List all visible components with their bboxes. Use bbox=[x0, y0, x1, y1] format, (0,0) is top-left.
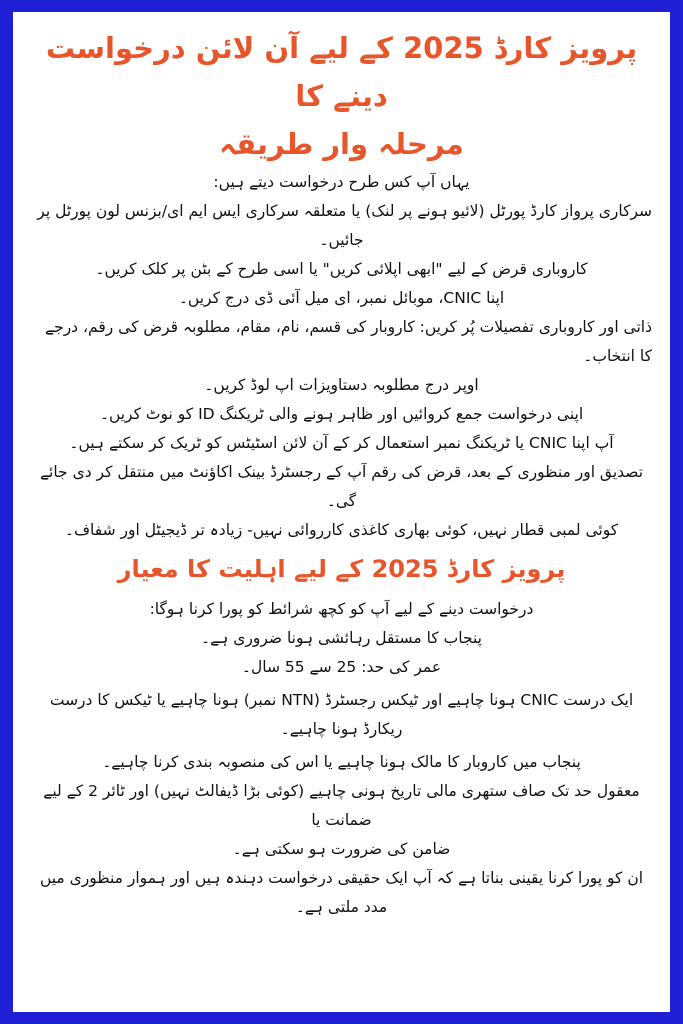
criterion-line: عمر کی حد: 25 سے 55 سال۔ bbox=[241, 658, 442, 676]
step-line: ذاتی اور کاروباری تفصیلات پُر کریں: کاروبار کی قسم، نام، مقام، مطلوبہ قرض کی رقم، درجے کا انتخاب۔ bbox=[45, 318, 652, 365]
step-line: کاروباری قرض کے لیے "ابھی اپلائی کریں" یا اسی طرح کے بٹن پر کلک کریں۔ bbox=[95, 260, 588, 278]
step-line: سرکاری پرواز کارڈ پورٹل (لائیو ہونے پر لنک) یا متعلقہ سرکاری ایس ایم ای/بزنس لون پورٹل پر bbox=[37, 202, 652, 220]
criterion-line: ان کو پورا کرنا یقینی بناتا ہے کہ آپ ایک حقیقی درخواست دہندہ ہیں اور ہموار منظوری میں مدد ملتی ہے۔ bbox=[39, 869, 644, 916]
page-title-line-2: مرحلہ وار طریقہ bbox=[219, 127, 464, 161]
step-line: تصدیق اور منظوری کے بعد، قرض کی رقم آپ کے رجسٹرڈ بینک اکاؤنٹ میں منتقل کر دی جائے گی۔ bbox=[39, 463, 644, 510]
criterion-line: ایک درست CNIC ہونا چاہیے اور ٹیکس رجسٹرڈ (NTN نمبر) ہونا چاہیے یا ٹیکس کا درست bbox=[49, 691, 634, 709]
step-line: اپنی درخواست جمع کروائیں اور ظاہر ہونے والی ٹریکنگ ID کو نوٹ کریں۔ bbox=[99, 405, 584, 423]
step-line: کوئی لمبی قطار نہیں، کوئی بھاری کاغذی کارروائی نہیں- زیادہ تر ڈیجیٹل اور شفاف۔ bbox=[64, 521, 619, 539]
criterion-line: ریکارڈ ہونا چاہیے۔ bbox=[280, 720, 403, 738]
page-title-line-1: پرویز کارڈ 2025 کے لیے آن لائن درخواست دینے کا bbox=[45, 31, 638, 113]
criterion-line: ضامن کی ضرورت ہو سکتی ہے۔ bbox=[232, 840, 451, 858]
criterion-line: پنجاب کا مستقل رہائشی ہونا ضروری ہے۔ bbox=[201, 629, 482, 647]
criterion-line: معقول حد تک صاف ستھری مالی تاریخ ہونی چاہیے (کوئی بڑا ڈیفالٹ نہیں) اور ٹائر 2 کے لیے ضمانت یا bbox=[43, 782, 640, 829]
step-line: اوپر درج مطلوبہ دستاویزات اپ لوڈ کریں۔ bbox=[204, 376, 479, 394]
step-line: اپنا CNIC، موبائل نمبر، ای میل آئی ڈی درج کریں۔ bbox=[178, 289, 505, 307]
criterion-line: پنجاب میں کاروبار کا مالک ہونا چاہیے یا اس کی منصوبہ بندی کرنا چاہیے۔ bbox=[102, 753, 581, 771]
steps-intro: یہاں آپ کس طرح درخواست دیتے ہیں: bbox=[213, 173, 470, 191]
article-frame bbox=[13, 12, 670, 1012]
step-line: آپ اپنا CNIC یا ٹریکنگ نمبر استعمال کر کے آن لائن اسٹیٹس کو ٹریک کر سکتے ہیں۔ bbox=[69, 434, 614, 452]
eligibility-intro: درخواست دینے کے لیے آپ کو کچھ شرائط کو پورا کرنا ہوگا: bbox=[149, 600, 534, 618]
eligibility-heading: پرویز کارڈ 2025 کے لیے اہلیت کا معیار bbox=[117, 555, 566, 583]
step-line: جائیں۔ bbox=[319, 231, 364, 249]
